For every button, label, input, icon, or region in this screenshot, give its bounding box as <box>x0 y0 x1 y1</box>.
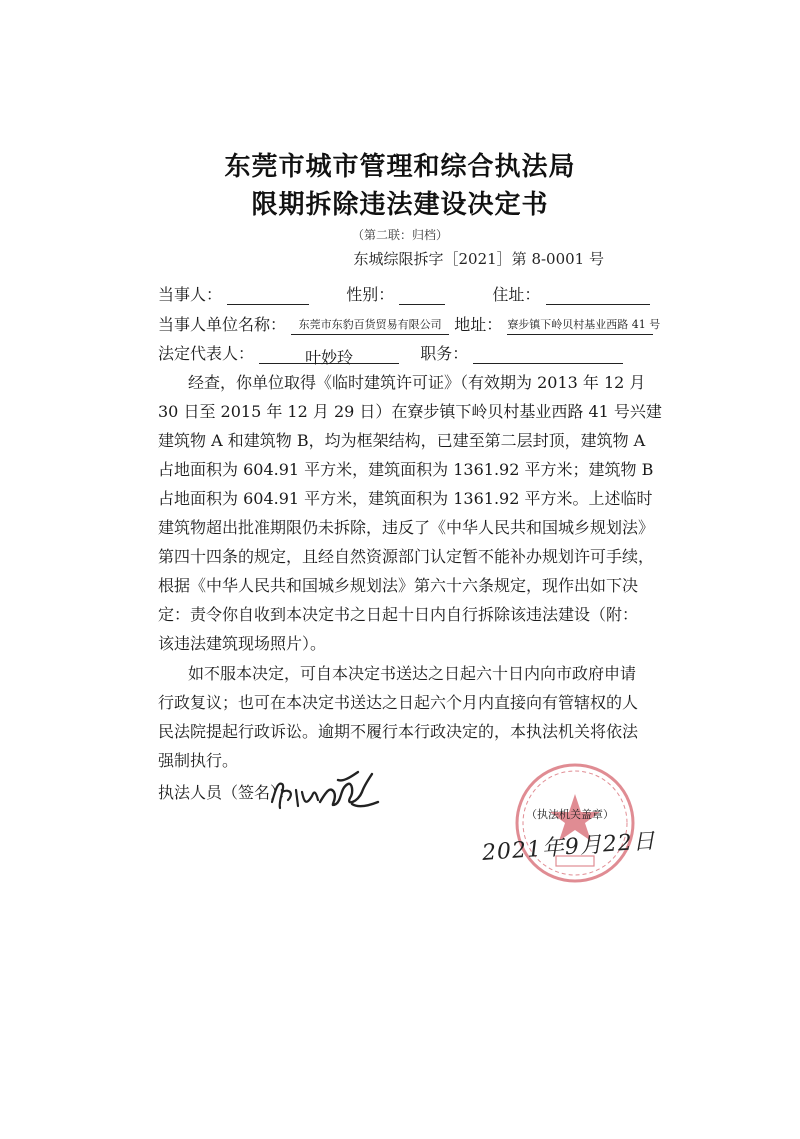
paragraph-line: 强制执行。 <box>158 751 239 770</box>
position-value <box>473 345 623 364</box>
paragraph-line: 该违法建筑现场照片）。 <box>158 634 327 653</box>
document-title: 限期拆除违法建设决定书 <box>251 190 549 220</box>
paragraph-line: 建筑物 A 和建筑物 B，均为框架结构，已建至第二层封顶，建筑物 A <box>158 431 646 450</box>
representative-row <box>158 341 623 367</box>
unit-label: 当事人单位名称： <box>158 315 287 334</box>
officer-signature-label: 执法人员（签名）： <box>158 783 295 802</box>
signed-date: 2021年9月22日 <box>481 828 657 866</box>
unit-row <box>158 312 661 335</box>
gender-value <box>399 286 445 305</box>
paragraph-line: 民法院提起行政诉讼。逾期不履行本行政决定的，本执法机关将依法 <box>158 722 639 741</box>
paragraph-line: 如不服本决定，可自本决定书送达之日起六十日内向市政府申请 <box>188 664 637 683</box>
unit-address-value: 寮步镇下岭贝村基业西路 41 号 <box>507 316 653 335</box>
appeal-rights-paragraph <box>158 659 639 775</box>
issuing-authority-title: 东莞市城市管理和综合执法局 <box>224 152 576 182</box>
official-seal <box>512 760 638 886</box>
paragraph-line: 经查，你单位取得《临时建筑许可证》（有效期为 2013 年 12 月 <box>188 373 646 392</box>
paragraph-line: 第四十四条的规定，且经自然资源部门认定暂不能补办规划许可手续， <box>158 547 655 566</box>
paragraph-line: 占地面积为 604.91 平方米，建筑面积为 1361.92 平方米。上述临时 <box>158 489 653 508</box>
representative-value: 叶妙玲 <box>259 345 399 364</box>
paragraph-line: 建筑物超出批准期限仍未拆除，违反了《中华人民共和国城乡规划法》 <box>158 518 655 537</box>
handwritten-signature <box>268 762 388 822</box>
gender-label: 性别： <box>346 285 395 304</box>
paragraph-line: 定：责令你自收到本决定书之日起十日内自行拆除该违法建设（附： <box>158 605 639 624</box>
seal-caption: （执法机关盖章） <box>526 808 614 821</box>
paragraph-line: 30 日至 2015 年 12 月 29 日）在寮步镇下岭贝村基业西路 41 号兴建 <box>158 402 662 421</box>
paragraph-line: 占地面积为 604.91 平方米，建筑面积为 1361.92 平方米；建筑物 B <box>158 460 654 479</box>
representative-label: 法定代表人： <box>158 344 255 363</box>
party-label: 当事人： <box>158 285 223 304</box>
unit-address-label: 地址： <box>454 315 503 334</box>
paragraph-line: 行政复议；也可在本决定书送达之日起六个月内直接向有管辖权的人 <box>158 693 639 712</box>
party-value <box>227 286 309 305</box>
address-label: 住址： <box>492 285 541 304</box>
unit-value: 东莞市东豹百货贸易有限公司 <box>291 316 449 335</box>
party-row <box>158 282 650 305</box>
copy-note: （第二联：归档） <box>351 228 448 242</box>
paragraph-line: 根据《中华人民共和国城乡规划法》第六十六条规定，现作出如下决 <box>158 576 639 595</box>
address-value <box>546 286 650 305</box>
findings-paragraph <box>158 368 662 658</box>
position-label: 职务： <box>420 344 469 363</box>
document-number: 东城综限拆字［2021］第 8-0001 号 <box>353 250 604 268</box>
